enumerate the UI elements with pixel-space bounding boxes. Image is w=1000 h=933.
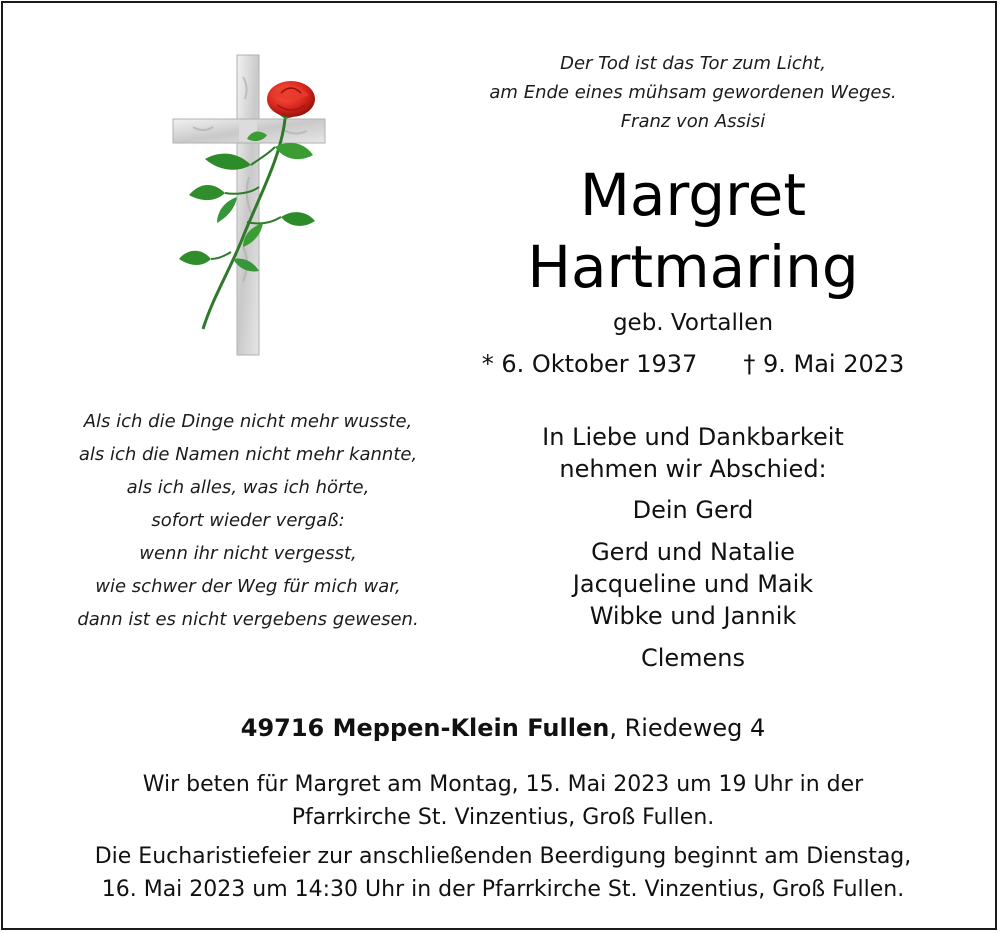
mourner-other: Clemens	[640, 644, 746, 672]
mourner-family: Wibke und Jannik	[589, 602, 797, 630]
funeral-line: 16. Mai 2023 um 14:30 Uhr in der Pfarrkirche St. Vinzentius, Groß Fullen.	[101, 877, 905, 902]
death-date: † 9. Mai 2023	[743, 350, 905, 378]
prayer-line: Wir beten für Margret am Montag, 15. Mai 2023 um 19 Uhr in der	[142, 772, 864, 797]
poem-line: sofort wieder vergaß:	[151, 510, 345, 531]
funeral-line: Die Eucharistiefeier zur anschließenden Beerdigung beginnt am Dienstag,	[94, 844, 912, 869]
service-info	[43, 768, 963, 906]
life-dates	[443, 347, 943, 381]
quote-line: Der Tod ist das Tor zum Licht,	[560, 53, 826, 74]
prayer-line: Pfarrkirche St. Vinzentius, Groß Fullen.	[291, 805, 715, 830]
cross-with-rose-icon	[163, 47, 343, 367]
poem-line: als ich die Namen nicht mehr kannte,	[78, 444, 418, 465]
quote-block	[443, 49, 943, 136]
deceased-name	[433, 159, 953, 303]
quote-line: am Ende eines mühsam gewordenen Weges.	[489, 82, 897, 103]
address-street: , Riedeweg 4	[609, 714, 766, 742]
poem-line: als ich alles, was ich hörte,	[126, 477, 370, 498]
poem-line: Als ich die Dinge nicht mehr wusste,	[83, 411, 413, 432]
poem-line: wie schwer der Weg für mich war,	[95, 576, 401, 597]
mourners-block	[473, 421, 913, 674]
address-place: 49716 Meppen-Klein Fullen	[240, 714, 610, 742]
birth-date: * 6. Oktober 1937	[481, 350, 698, 378]
address	[103, 711, 903, 745]
mourner-family: Gerd und Natalie	[591, 538, 795, 566]
poem-block	[33, 405, 463, 636]
mourner-spouse: Dein Gerd	[632, 496, 754, 524]
mourners-intro: nehmen wir Abschied:	[559, 455, 827, 483]
mourners-intro: In Liebe und Dankbarkeit	[542, 423, 844, 451]
poem-line: dann ist es nicht vergebens gewesen.	[77, 609, 419, 630]
obituary-notice	[1, 1, 997, 930]
last-name: Hartmaring	[527, 233, 859, 301]
maiden-name: geb. Vortallen	[612, 310, 774, 336]
mourner-family: Jacqueline und Maik	[572, 570, 814, 598]
poem-line: wenn ihr nicht vergesst,	[139, 543, 357, 564]
quote-author: Franz von Assisi	[620, 111, 766, 132]
first-name: Margret	[579, 161, 807, 229]
